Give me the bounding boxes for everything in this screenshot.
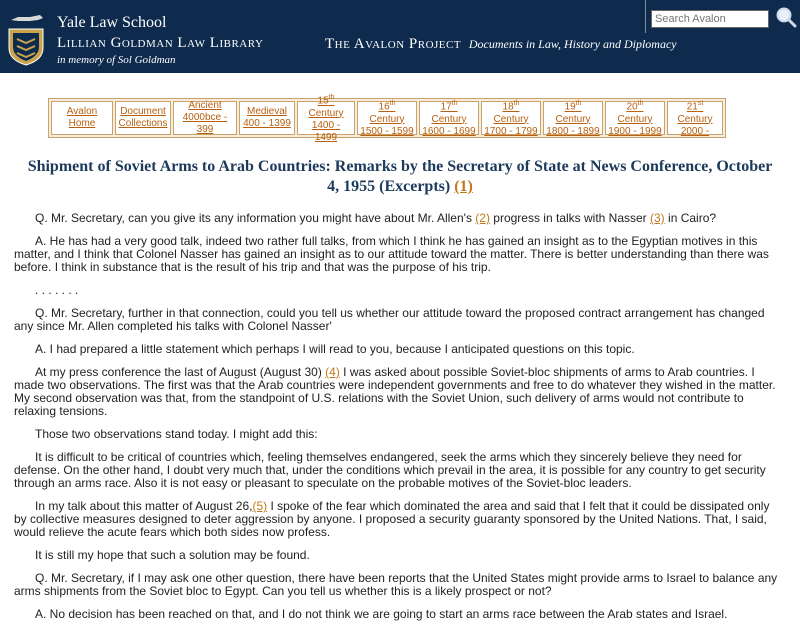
nav-label-line1: Ancient (188, 100, 222, 111)
nav-century-word: Century (308, 107, 344, 119)
paragraph-text: I spoke of the fear which dominated the area and said that I felt that it could be dissipated only by collective measures designed to deter aggression by anyone. I proposed a security guaranty sponsored by the United Nations. That, I said, would relieve the acute fears which both sides now profess. (14, 499, 770, 539)
paragraph-text: At my press conference the last of August (August 30) (35, 365, 326, 379)
paragraph-text: I was asked about possible Soviet-bloc shipments of arms to Arab countries. I made two observations. The first was that the Arab countries were independent governments and free to do whatever they wished in the matter. My second observation was that, from the standpoint of U.S. relations with the Soviet Union, such delivery of arms would not contribute to relaxing tensions. (14, 365, 776, 418)
nav-label-line2: 400 - 1399 (243, 118, 291, 129)
paragraph-text: In my talk about this matter of August 26, (35, 499, 253, 513)
paragraph (14, 284, 782, 297)
paragraph (14, 235, 782, 274)
paragraph (14, 451, 782, 490)
paragraph-text: Q. Mr. Secretary, if I may ask one other question, there have been reports that the United States might provide arms to Israel to balance any arms shipments from the Soviet bloc to Egypt. Can you tell us whether this is a likely prospect or not? (14, 571, 778, 598)
nav-century-number: 17 (440, 101, 452, 113)
paragraph-text: A. I had prepared a little statement which perhaps I will read to you, because I anticipated questions on this topic. (35, 342, 635, 356)
nav-century-number: 21 (686, 101, 698, 113)
yale-bulldog-icon (10, 13, 44, 25)
paragraph-text: It is still my hope that such a solution may be found. (35, 548, 310, 562)
nav-label-line2: Collections (118, 118, 168, 129)
paragraph (14, 500, 782, 539)
nav-century-suffix: th (637, 100, 644, 108)
nav-century-word: Century (493, 113, 529, 125)
era-navigation (48, 94, 726, 143)
paragraph-text: Q. Mr. Secretary, further in that connection, could you tell us whether our attitude toward the proposed contract arrangement has changed any since Mr. Allen completed his talks with Colonel Nasser' (14, 306, 765, 333)
project-tagline: Documents in Law, History and Diplomacy (468, 37, 677, 51)
nav-century-number: 15 (317, 95, 329, 107)
nav-label-line1 (484, 98, 538, 125)
nav-label-line1 (360, 98, 414, 125)
paragraph (14, 343, 782, 356)
nav-century-word: Century (431, 113, 467, 125)
header-divider (645, 0, 646, 33)
nav-century-word: Century (677, 113, 713, 125)
nav-century-word: Century (617, 113, 653, 125)
paragraph (14, 366, 782, 418)
paragraph-text: progress in talks with Nasser (489, 211, 651, 225)
nav-link-8[interactable] (543, 101, 603, 135)
nav-century-suffix: th (513, 100, 520, 108)
nav-label-line2: 1900 - 1999 (608, 125, 662, 137)
nav-century-number: 18 (502, 101, 514, 113)
search-input[interactable] (651, 10, 769, 28)
nav-label-line2: 1700 - 1799 (484, 125, 538, 137)
nav-label-line1: Avalon Home (66, 106, 98, 129)
paragraph-text: in Cairo? (664, 211, 717, 225)
nav-century-word: Century (555, 113, 591, 125)
page-title (20, 157, 780, 197)
paragraph (14, 428, 782, 441)
title-text: Shipment of Soviet Arms to Arab Countries: Remarks by the Secretary of State at News Conference, October 4, 1955 (Excerpts) (27, 158, 773, 195)
paragraph (14, 572, 782, 598)
nav-century-suffix: th (575, 100, 582, 108)
nav-label-line2: 1400 - 1499 (311, 119, 341, 143)
nav-century-number: 16 (378, 101, 390, 113)
nav-link-4[interactable] (297, 94, 355, 143)
nav-link-0[interactable] (51, 101, 113, 135)
nav-label-line2: 4000bce - 399 (182, 112, 228, 135)
nav-link-7[interactable] (481, 101, 541, 135)
nav-century-suffix: st (697, 100, 704, 108)
nav-label-line1 (422, 98, 476, 125)
nav-century-suffix: th (328, 94, 335, 102)
nav-century-number: 20 (626, 101, 638, 113)
nav-link-9[interactable] (605, 101, 665, 135)
paragraph-text: Q. Mr. Secretary, can you give its any information you might have about Mr. Allen's (35, 211, 476, 225)
search-icon[interactable] (774, 6, 798, 30)
nav-century-number: 19 (564, 101, 576, 113)
footnote-link[interactable]: (2) (475, 211, 490, 225)
paragraph-text: A. He has had a very good talk, indeed two rather full talks, from which I think he has gained an insight as to the Egyptian motives in this matter, and I think that Colonel Nasser has gained an insight as to our attitude toward the matter. There is better understanding than there was before. I think in substance that is the result of his trip and that was the purpose of his trip. (14, 234, 769, 274)
nav-label-line2: 1800 - 1899 (546, 125, 600, 137)
nav-century-word: Century (369, 113, 405, 125)
title-footnote-link[interactable]: (1) (454, 178, 473, 195)
library-name[interactable]: Lillian Goldman Law Library (57, 35, 264, 51)
paragraph (14, 307, 782, 333)
footnote-link[interactable]: (4) (325, 365, 340, 379)
memorial-text: in memory of Sol Goldman (57, 54, 176, 66)
nav-link-3[interactable] (239, 101, 295, 135)
paragraph (14, 608, 782, 621)
nav-label-line1: Medieval (246, 106, 288, 117)
footnote-link[interactable]: (3) (650, 211, 665, 225)
nav-century-suffix: th (451, 100, 458, 108)
school-name[interactable]: Yale Law School (57, 14, 167, 31)
site-header (0, 0, 800, 73)
paragraph-text: Those two observations stand today. I might add this: (35, 427, 318, 441)
nav-label-line2: 1600 - 1699 (422, 125, 476, 137)
nav-label-line1 (300, 92, 352, 119)
nav-label-line1 (670, 98, 720, 125)
avalon-project-banner[interactable] (325, 36, 677, 53)
project-name[interactable]: The Avalon Project (325, 36, 462, 52)
yale-law-shield-logo[interactable] (8, 28, 44, 66)
nav-century-suffix: th (389, 100, 396, 108)
nav-label-line2: 2000 - (680, 125, 710, 137)
nav-link-5[interactable] (357, 101, 417, 135)
paragraph-text: . . . . . . . (35, 283, 79, 297)
document-body (14, 212, 782, 631)
footnote-link[interactable]: (5) (252, 499, 268, 513)
nav-link-6[interactable] (419, 101, 479, 135)
paragraph (14, 549, 782, 562)
nav-label-line1 (546, 98, 600, 125)
nav-label-line1 (608, 98, 662, 125)
paragraph (14, 212, 782, 225)
nav-link-10[interactable] (667, 101, 723, 135)
paragraph-text: A. No decision has been reached on that, and I do not think we are going to start an arms race between the Arab states and Israel. (35, 607, 728, 621)
nav-label-line1: Document (120, 106, 166, 117)
nav-link-2[interactable] (173, 101, 237, 135)
nav-label-line2: 1500 - 1599 (360, 125, 414, 137)
paragraph-text: It is difficult to be critical of countries which, feeling themselves endangered, seek the arms which they sincerely believe they need for defense. On the other hand, I doubt very much that, under the conditions which prevail in the area, it is possible for any country to get security through an arms race. Also it is not easy or pleasant to speculate on the probable motives of the Soviet-bloc leaders. (14, 450, 766, 490)
nav-link-1[interactable] (115, 101, 171, 135)
